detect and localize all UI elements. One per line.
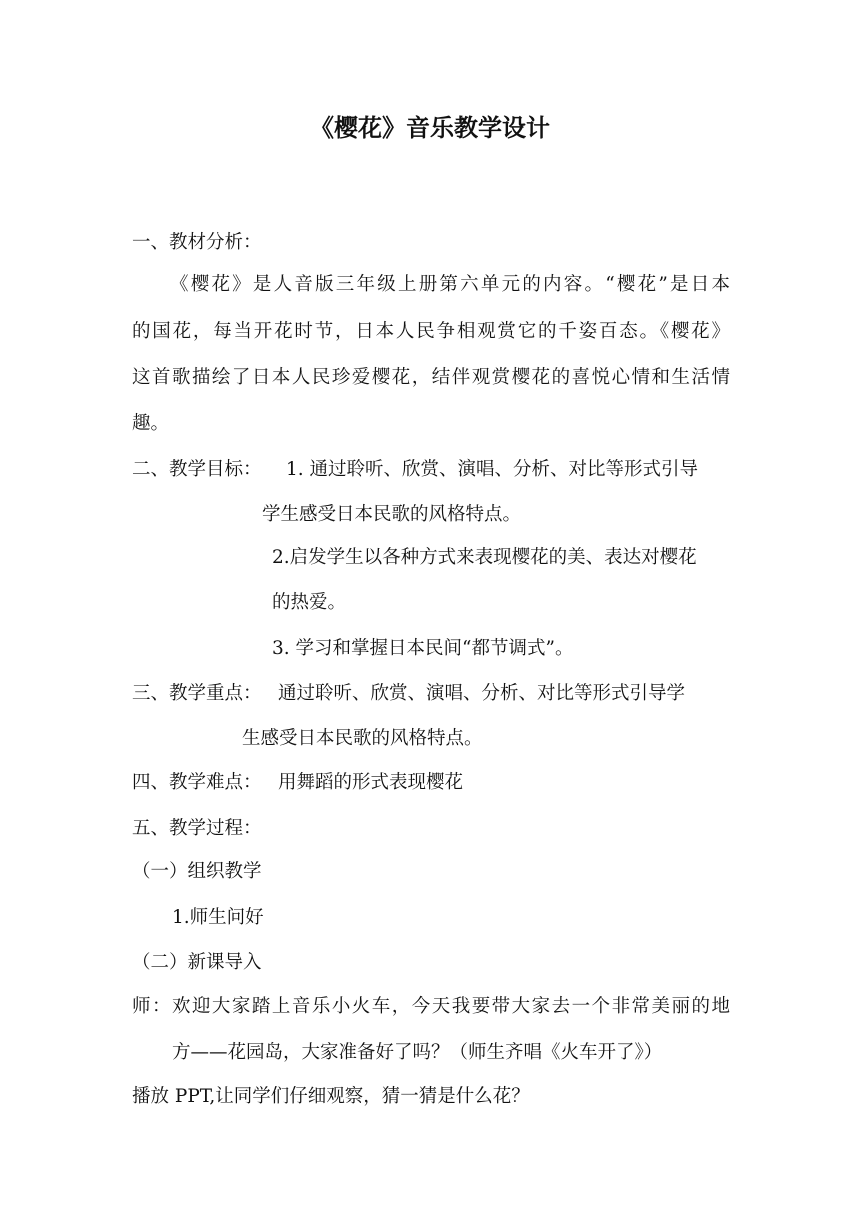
goal-1-line-1: 1. 通过聆听、欣赏、演唱、分析、对比等形式引导 bbox=[286, 459, 699, 480]
subsection-heading-introduction: （二）新课导入 bbox=[132, 952, 262, 973]
key-points-line-1: 通过聆听、欣赏、演唱、分析、对比等形式引导学 bbox=[278, 683, 686, 704]
section-heading-teaching-goals: 二、教学目标： bbox=[132, 459, 262, 480]
list-item-greeting: 1.师生问好 bbox=[172, 907, 264, 928]
goal-2-line-1: 2.启发学生以各种方式来表现樱花的美、表达对樱花 bbox=[272, 547, 697, 568]
paragraph-line: 趣。 bbox=[132, 413, 170, 434]
section-heading-material-analysis: 一、教材分析： bbox=[132, 232, 262, 253]
difficulties-text: 用舞蹈的形式表现樱花 bbox=[278, 772, 464, 793]
paragraph-line: 的国花，每当开花时节，日本人民争相观赏它的千姿百态。《樱花》 bbox=[132, 321, 730, 342]
subsection-heading-organize: （一）组织教学 bbox=[132, 861, 262, 882]
section-heading-difficulties: 四、教学难点： bbox=[132, 772, 262, 793]
goal-2-line-2: 的热爱。 bbox=[272, 592, 347, 613]
dialog-line: 师：欢迎大家踏上音乐小火车，今天我要带大家去一个非常美丽的地 bbox=[132, 996, 730, 1017]
dialog-line: 方——花园岛，大家准备好了吗？（师生齐唱《火车开了》） bbox=[172, 1042, 663, 1063]
paragraph-line: 《樱花》是人音版三年级上册第六单元的内容。“樱花”是日本 bbox=[170, 274, 730, 295]
section-heading-teaching-process: 五、教学过程： bbox=[132, 818, 262, 839]
goal-1-line-2: 学生感受日本民歌的风格特点。 bbox=[262, 504, 522, 525]
dialog-line: 播放 PPT,让同学们仔细观察，猜一猜是什么花？ bbox=[132, 1086, 530, 1107]
document-title: 《樱花》音乐教学设计 bbox=[310, 113, 550, 142]
goal-3: 3. 学习和掌握日本民间“都节调式”。 bbox=[272, 638, 574, 659]
section-heading-key-points: 三、教学重点： bbox=[132, 683, 262, 704]
key-points-line-2: 生感受日本民歌的风格特点。 bbox=[242, 728, 483, 749]
paragraph-line: 这首歌描绘了日本人民珍爱樱花，结伴观赏樱花的喜悦心情和生活情 bbox=[132, 367, 730, 388]
